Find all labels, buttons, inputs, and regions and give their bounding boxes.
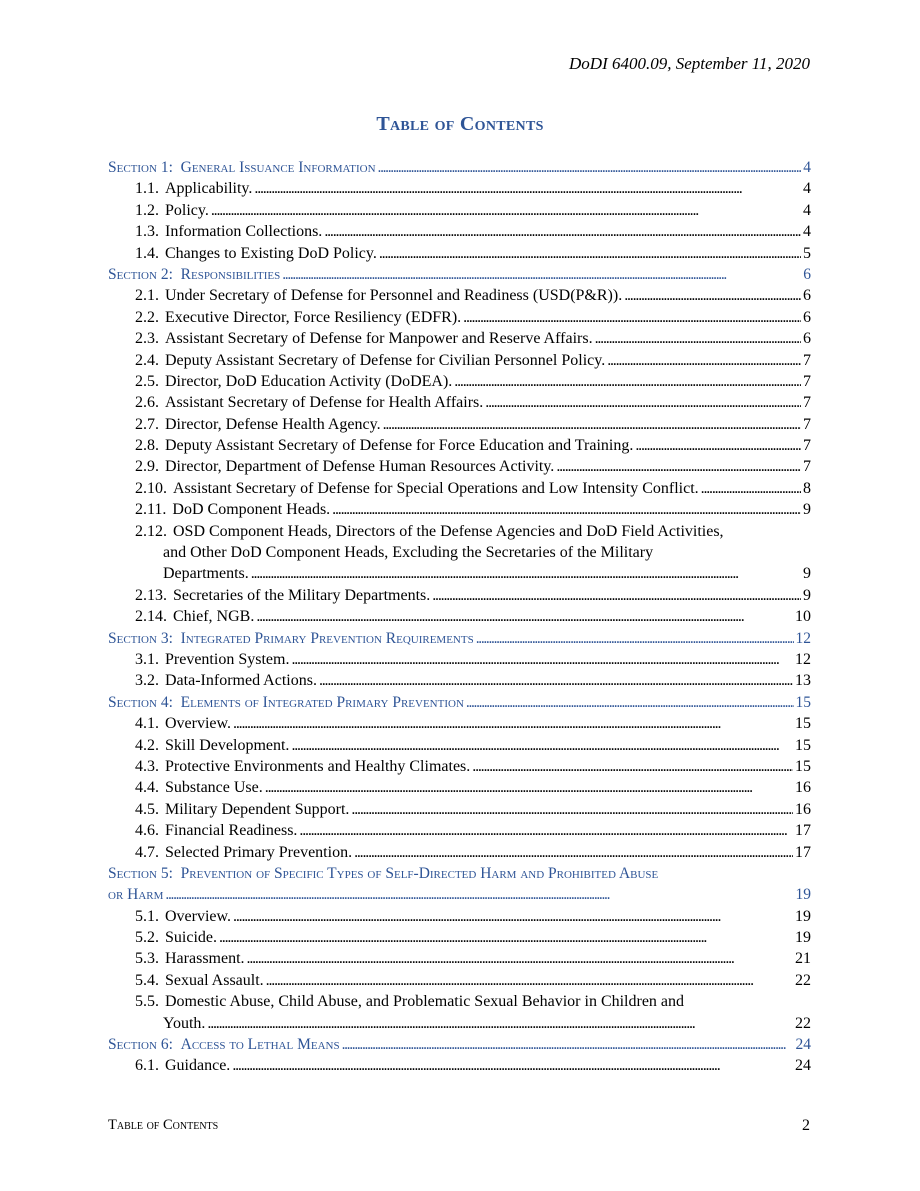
toc-page-number: 22 bbox=[795, 971, 811, 989]
dot-leader bbox=[607, 350, 801, 371]
toc-entry-title: Military Dependent Support. bbox=[165, 800, 350, 818]
toc-entry-text bbox=[135, 221, 322, 242]
toc-entry-link[interactable] bbox=[108, 842, 811, 863]
dot-leader bbox=[351, 799, 793, 820]
toc-entry-text bbox=[135, 328, 593, 349]
toc-entry-text bbox=[135, 777, 263, 798]
toc-entry-text bbox=[135, 392, 483, 413]
toc-page-number: 4 bbox=[803, 180, 811, 198]
toc-page-number: 6 bbox=[803, 308, 811, 326]
toc-entry-link[interactable] bbox=[108, 713, 811, 734]
toc-entry-title: Suicide. bbox=[165, 929, 217, 947]
toc-entry-text bbox=[135, 478, 699, 499]
dot-leader bbox=[291, 649, 793, 670]
dot-leader bbox=[247, 948, 793, 969]
toc-entry-link[interactable] bbox=[108, 285, 811, 306]
toc-entry-number: 3.1. bbox=[135, 650, 159, 668]
toc-entry-text bbox=[135, 350, 605, 371]
toc-entry-number: 5.1. bbox=[135, 907, 159, 925]
toc-entry-number: 4.1. bbox=[135, 715, 159, 733]
toc-entry-link[interactable] bbox=[108, 307, 811, 328]
toc-page-number: 7 bbox=[803, 458, 811, 476]
toc-page-number: 7 bbox=[803, 415, 811, 433]
toc-entry-title: Access to Lethal Means bbox=[180, 1036, 340, 1054]
toc-entry-text bbox=[135, 970, 264, 991]
toc-entry-title: Financial Readiness. bbox=[165, 822, 298, 840]
toc-entry-text bbox=[135, 200, 209, 221]
toc-entry-text bbox=[135, 991, 684, 1012]
toc-entry-number: 5.5. bbox=[135, 993, 159, 1011]
toc-entry-number: 2.2. bbox=[135, 308, 159, 326]
toc-page-number: 5 bbox=[803, 244, 811, 262]
toc-entry-number: 4.5. bbox=[135, 800, 159, 818]
toc-page-number: 13 bbox=[795, 672, 811, 690]
toc-entry-link[interactable] bbox=[108, 799, 811, 820]
toc-entry-number: 2.14. bbox=[135, 608, 167, 626]
toc-entry-title: Executive Director, Force Resiliency (EDFR). bbox=[165, 308, 462, 326]
toc-entry-link[interactable] bbox=[108, 563, 811, 584]
toc-entry-title: Under Secretary of Defense for Personnel and Readiness (USD(P&R)). bbox=[165, 287, 623, 305]
toc-entry-link[interactable] bbox=[108, 456, 811, 477]
toc-entry-title: Assistant Secretary of Defense for Special Operations and Low Intensity Conflict. bbox=[173, 479, 699, 497]
toc-page-number: 15 bbox=[795, 757, 811, 775]
toc-section-link[interactable] bbox=[108, 157, 811, 178]
toc-entry-number: 2.10. bbox=[135, 479, 167, 497]
toc-entry-text bbox=[108, 884, 163, 905]
toc-page-number: 6 bbox=[803, 265, 811, 283]
toc-entry-text bbox=[163, 542, 653, 563]
toc-page-number: 19 bbox=[795, 929, 811, 947]
toc-entry-link[interactable] bbox=[108, 521, 811, 542]
toc-page-number: 7 bbox=[803, 351, 811, 369]
dot-leader bbox=[319, 670, 793, 691]
toc-page-number: 17 bbox=[795, 822, 811, 840]
toc-entry-number: 3.2. bbox=[135, 672, 159, 690]
toc-entry-title: Integrated Primary Prevention Requirements bbox=[180, 629, 474, 647]
toc-entry-number: 6.1. bbox=[135, 1057, 159, 1075]
toc-page-number: 24 bbox=[795, 1036, 811, 1054]
toc-entry-number: 5.2. bbox=[135, 929, 159, 947]
toc-entry-number: 2.6. bbox=[135, 394, 159, 412]
toc-entry-title: Prevention of Specific Types of Self-Directed Harm and Prohibited Abuse bbox=[180, 864, 659, 882]
toc-page-number: 15 bbox=[795, 736, 811, 754]
toc-entry-text bbox=[163, 1013, 205, 1034]
dot-leader bbox=[379, 243, 801, 264]
dot-leader bbox=[383, 414, 801, 435]
toc-entry-text bbox=[135, 606, 254, 627]
dot-leader bbox=[324, 221, 801, 242]
toc-entry-number: 2.13. bbox=[135, 586, 167, 604]
toc-entry-number: Section 3: bbox=[108, 629, 173, 647]
toc-page-number: 8 bbox=[803, 479, 811, 497]
toc-entry-title: or Harm bbox=[108, 886, 164, 904]
toc-entry-text bbox=[135, 927, 217, 948]
page-title: Table of Contents bbox=[376, 113, 544, 135]
toc-entry-link[interactable] bbox=[108, 606, 811, 627]
toc-entry-text bbox=[163, 563, 249, 584]
toc-page-number: 7 bbox=[803, 394, 811, 412]
toc-section-link[interactable] bbox=[108, 692, 811, 713]
toc-entry-text bbox=[135, 499, 330, 520]
toc-entry-title: Director, Defense Health Agency. bbox=[165, 415, 381, 433]
toc-entry-number: Section 2: bbox=[108, 265, 173, 283]
toc-entry-text bbox=[108, 628, 474, 649]
toc-entry-link[interactable] bbox=[108, 970, 811, 991]
toc-entry-text bbox=[135, 371, 452, 392]
toc-page-number: 15 bbox=[795, 715, 811, 733]
toc-entry-number: Section 1: bbox=[108, 159, 173, 176]
toc-section-link[interactable] bbox=[108, 863, 811, 884]
toc-entry-number: 2.5. bbox=[135, 372, 159, 390]
dot-leader bbox=[701, 478, 801, 499]
dot-leader bbox=[251, 563, 801, 584]
toc-entry-text bbox=[135, 906, 231, 927]
toc-section-link[interactable] bbox=[108, 884, 811, 905]
toc-page-number: 12 bbox=[795, 629, 811, 647]
toc-entry-text bbox=[135, 307, 461, 328]
dot-leader bbox=[282, 264, 801, 285]
toc-entry-link[interactable] bbox=[108, 1013, 811, 1034]
document-header: DoDI 6400.09, September 11, 2020 bbox=[569, 54, 810, 73]
toc-entry-title: Selected Primary Prevention. bbox=[165, 843, 353, 861]
toc-entry-title: Policy. bbox=[165, 201, 209, 219]
dot-leader bbox=[233, 713, 793, 734]
toc-entry-link[interactable] bbox=[108, 221, 811, 242]
dot-leader bbox=[291, 735, 793, 756]
toc-entry-link[interactable] bbox=[108, 649, 811, 670]
toc-page-number: 22 bbox=[795, 1014, 811, 1032]
toc-entry-number: 2.8. bbox=[135, 437, 159, 455]
toc-entry-link[interactable] bbox=[108, 499, 811, 520]
toc-entry-link[interactable] bbox=[108, 756, 811, 777]
dot-leader bbox=[635, 435, 801, 456]
dot-leader bbox=[265, 777, 793, 798]
toc-entry-title: Guidance. bbox=[165, 1057, 231, 1075]
toc-entry-number: 4.2. bbox=[135, 736, 159, 754]
toc-entry-title: Director, Department of Defense Human Resources Activity. bbox=[165, 458, 555, 476]
toc-entry-link[interactable] bbox=[108, 328, 811, 349]
dot-leader bbox=[466, 692, 794, 713]
toc-page-number: 16 bbox=[795, 779, 811, 797]
dot-leader bbox=[472, 756, 793, 777]
dot-leader bbox=[219, 927, 793, 948]
toc-page-number: 19 bbox=[795, 886, 811, 904]
dot-leader bbox=[354, 842, 793, 863]
toc-entry-text bbox=[135, 456, 554, 477]
toc-entry-text bbox=[135, 435, 633, 456]
dot-leader bbox=[207, 1013, 793, 1034]
toc-page-number: 9 bbox=[803, 565, 811, 583]
toc-entry-number: 4.4. bbox=[135, 779, 159, 797]
toc-entry-number: Section 6: bbox=[108, 1036, 173, 1054]
toc-entry-number: 5.3. bbox=[135, 950, 159, 968]
toc-entry-link[interactable] bbox=[108, 350, 811, 371]
toc-entry-title: Responsibilities bbox=[180, 265, 281, 283]
dot-leader bbox=[624, 285, 801, 306]
toc-entry-number: 1.3. bbox=[135, 223, 159, 241]
page-number: 2 bbox=[802, 1117, 810, 1134]
toc-entry-number: Section 5: bbox=[108, 864, 173, 882]
toc-entry-number: 2.12. bbox=[135, 522, 167, 540]
toc-page-number: 6 bbox=[803, 330, 811, 348]
toc-page-number: 21 bbox=[795, 950, 811, 968]
toc-entry-link[interactable] bbox=[108, 670, 811, 691]
toc-entry-link[interactable] bbox=[108, 243, 811, 264]
toc-entry-number: 5.4. bbox=[135, 971, 159, 989]
toc-entry-number: 4.3. bbox=[135, 757, 159, 775]
toc-entry-text bbox=[135, 799, 349, 820]
toc-page-number: 15 bbox=[795, 693, 811, 711]
toc-entry-title: DoD Component Heads. bbox=[172, 501, 331, 519]
toc-entry-title: Protective Environments and Healthy Climates. bbox=[165, 757, 471, 775]
footer-label: Table of Contents bbox=[108, 1117, 219, 1133]
dot-leader bbox=[299, 820, 793, 841]
toc-entry-link[interactable] bbox=[108, 777, 811, 798]
toc-entry-link[interactable] bbox=[108, 991, 811, 1012]
toc-entry-number: 1.4. bbox=[135, 244, 159, 262]
table-of-contents bbox=[108, 157, 811, 1077]
toc-page-number: 12 bbox=[795, 650, 811, 668]
toc-page-number: 16 bbox=[795, 800, 811, 818]
toc-entry-text bbox=[108, 692, 464, 713]
toc-entry-number: 2.7. bbox=[135, 415, 159, 433]
toc-entry-link[interactable] bbox=[108, 478, 811, 499]
dot-leader bbox=[232, 1055, 793, 1076]
toc-entry-title: Director, DoD Education Activity (DoDEA). bbox=[165, 372, 453, 390]
dot-leader bbox=[342, 1034, 794, 1055]
toc-entry-number: 2.4. bbox=[135, 351, 159, 369]
toc-entry-title: Chief, NGB. bbox=[173, 608, 255, 626]
dot-leader bbox=[211, 200, 801, 221]
toc-page-number: 17 bbox=[795, 843, 811, 861]
toc-page-number: 4 bbox=[803, 223, 811, 241]
toc-entry-text bbox=[135, 285, 622, 306]
toc-entry-title: Sexual Assault. bbox=[165, 971, 264, 989]
toc-entry-title: Substance Use. bbox=[165, 779, 263, 797]
toc-entry-title: and Other DoD Component Heads, Excluding the Secretaries of the Military bbox=[163, 544, 654, 562]
toc-page-number: 24 bbox=[795, 1057, 811, 1075]
toc-entry-text bbox=[135, 414, 381, 435]
toc-entry-text bbox=[108, 1034, 340, 1055]
toc-entry-title: Prevention System. bbox=[165, 650, 290, 668]
toc-entry-title: Deputy Assistant Secretary of Defense for Civilian Personnel Policy. bbox=[165, 351, 606, 369]
toc-entry-number: 2.9. bbox=[135, 458, 159, 476]
toc-entry-text bbox=[135, 820, 297, 841]
toc-entry-link[interactable] bbox=[108, 1055, 811, 1076]
toc-entry-link[interactable] bbox=[108, 948, 811, 969]
toc-entry-link[interactable] bbox=[108, 414, 811, 435]
toc-entry-text bbox=[135, 178, 252, 199]
toc-entry-title: Harassment. bbox=[165, 950, 245, 968]
toc-entry-title: Deputy Assistant Secretary of Defense for Force Education and Training. bbox=[165, 437, 634, 455]
dot-leader bbox=[266, 970, 793, 991]
toc-entry-text bbox=[135, 585, 430, 606]
toc-entry-title: Changes to Existing DoD Policy. bbox=[165, 244, 377, 262]
dot-leader bbox=[485, 392, 801, 413]
dot-leader bbox=[378, 157, 802, 178]
dot-leader bbox=[254, 178, 801, 199]
dot-leader bbox=[332, 499, 801, 520]
toc-entry-link[interactable] bbox=[108, 927, 811, 948]
toc-entry-text bbox=[135, 842, 352, 863]
toc-page-number: 9 bbox=[803, 586, 811, 604]
toc-page-number: 7 bbox=[803, 437, 811, 455]
toc-entry-number: 1.1. bbox=[135, 180, 159, 198]
toc-page-number: 4 bbox=[803, 159, 811, 176]
dot-leader bbox=[595, 328, 801, 349]
toc-entry-text bbox=[135, 756, 470, 777]
toc-entry-link[interactable] bbox=[108, 371, 811, 392]
toc-entry-number: 4.7. bbox=[135, 843, 159, 861]
toc-entry-title: Assistant Secretary of Defense for Manpower and Reserve Affairs. bbox=[165, 330, 593, 348]
toc-entry-title: Elements of Integrated Primary Prevention bbox=[180, 693, 464, 711]
toc-entry-title: Assistant Secretary of Defense for Health Affairs. bbox=[165, 394, 484, 412]
toc-entry-link[interactable] bbox=[108, 392, 811, 413]
toc-entry-number: Section 4: bbox=[108, 693, 173, 711]
toc-entry-link[interactable] bbox=[108, 585, 811, 606]
dot-leader bbox=[256, 606, 793, 627]
toc-entry-title: Applicability. bbox=[165, 180, 253, 198]
dot-leader bbox=[233, 906, 793, 927]
toc-entry-title: Domestic Abuse, Child Abuse, and Problematic Sexual Behavior in Children and bbox=[165, 993, 685, 1011]
toc-page-number: 9 bbox=[803, 501, 811, 519]
toc-entry-number: 4.6. bbox=[135, 822, 159, 840]
toc-entry-number: 1.2. bbox=[135, 201, 159, 219]
dot-leader bbox=[432, 585, 801, 606]
toc-entry-link[interactable] bbox=[108, 178, 811, 199]
toc-entry-title: Departments. bbox=[163, 565, 249, 583]
toc-section-link[interactable] bbox=[108, 264, 811, 285]
toc-entry-link[interactable] bbox=[108, 735, 811, 756]
toc-entry-link[interactable] bbox=[108, 906, 811, 927]
dot-leader bbox=[165, 884, 793, 905]
toc-entry-text bbox=[135, 243, 377, 264]
toc-entry-text bbox=[108, 264, 280, 285]
toc-entry-text bbox=[135, 649, 289, 670]
toc-entry-link[interactable] bbox=[108, 435, 811, 456]
toc-page-number: 10 bbox=[795, 608, 811, 626]
toc-entry-text bbox=[108, 863, 658, 884]
toc-entry-link[interactable] bbox=[108, 200, 811, 221]
toc-entry-text bbox=[135, 670, 317, 691]
toc-entry-text bbox=[135, 948, 245, 969]
toc-section-link[interactable] bbox=[108, 1034, 811, 1055]
dot-leader bbox=[463, 307, 801, 328]
toc-page-number: 7 bbox=[803, 372, 811, 390]
toc-entry-title: General Issuance Information bbox=[180, 159, 376, 176]
toc-entry-text bbox=[135, 735, 289, 756]
toc-page-number: 19 bbox=[795, 907, 811, 925]
toc-entry-number: 2.1. bbox=[135, 287, 159, 305]
toc-entry-title: Youth. bbox=[163, 1014, 206, 1032]
toc-entry-text bbox=[135, 1055, 230, 1076]
toc-entry-title: OSD Component Heads, Directors of the Defense Agencies and DoD Field Activities, bbox=[173, 522, 724, 540]
toc-section-link[interactable] bbox=[108, 628, 811, 649]
toc-entry-link[interactable] bbox=[108, 820, 811, 841]
dot-leader bbox=[454, 371, 801, 392]
toc-entry-title: Data-Informed Actions. bbox=[165, 672, 317, 690]
dot-leader bbox=[476, 628, 794, 649]
toc-entry-text bbox=[108, 157, 376, 178]
toc-entry-title: Overview. bbox=[165, 907, 232, 925]
dot-leader bbox=[556, 456, 801, 477]
toc-entry-title: Information Collections. bbox=[165, 223, 323, 241]
toc-entry-number: 2.3. bbox=[135, 330, 159, 348]
toc-entry-title: Skill Development. bbox=[165, 736, 290, 754]
toc-page-number: 6 bbox=[803, 287, 811, 305]
toc-entry-text bbox=[135, 713, 231, 734]
toc-entry-title: Overview. bbox=[165, 715, 232, 733]
toc-entry-title: Secretaries of the Military Departments. bbox=[173, 586, 431, 604]
toc-entry-text bbox=[135, 521, 724, 542]
toc-entry-number: 2.11. bbox=[135, 501, 167, 519]
toc-entry-link[interactable] bbox=[108, 542, 811, 563]
toc-page-number: 4 bbox=[803, 201, 811, 219]
